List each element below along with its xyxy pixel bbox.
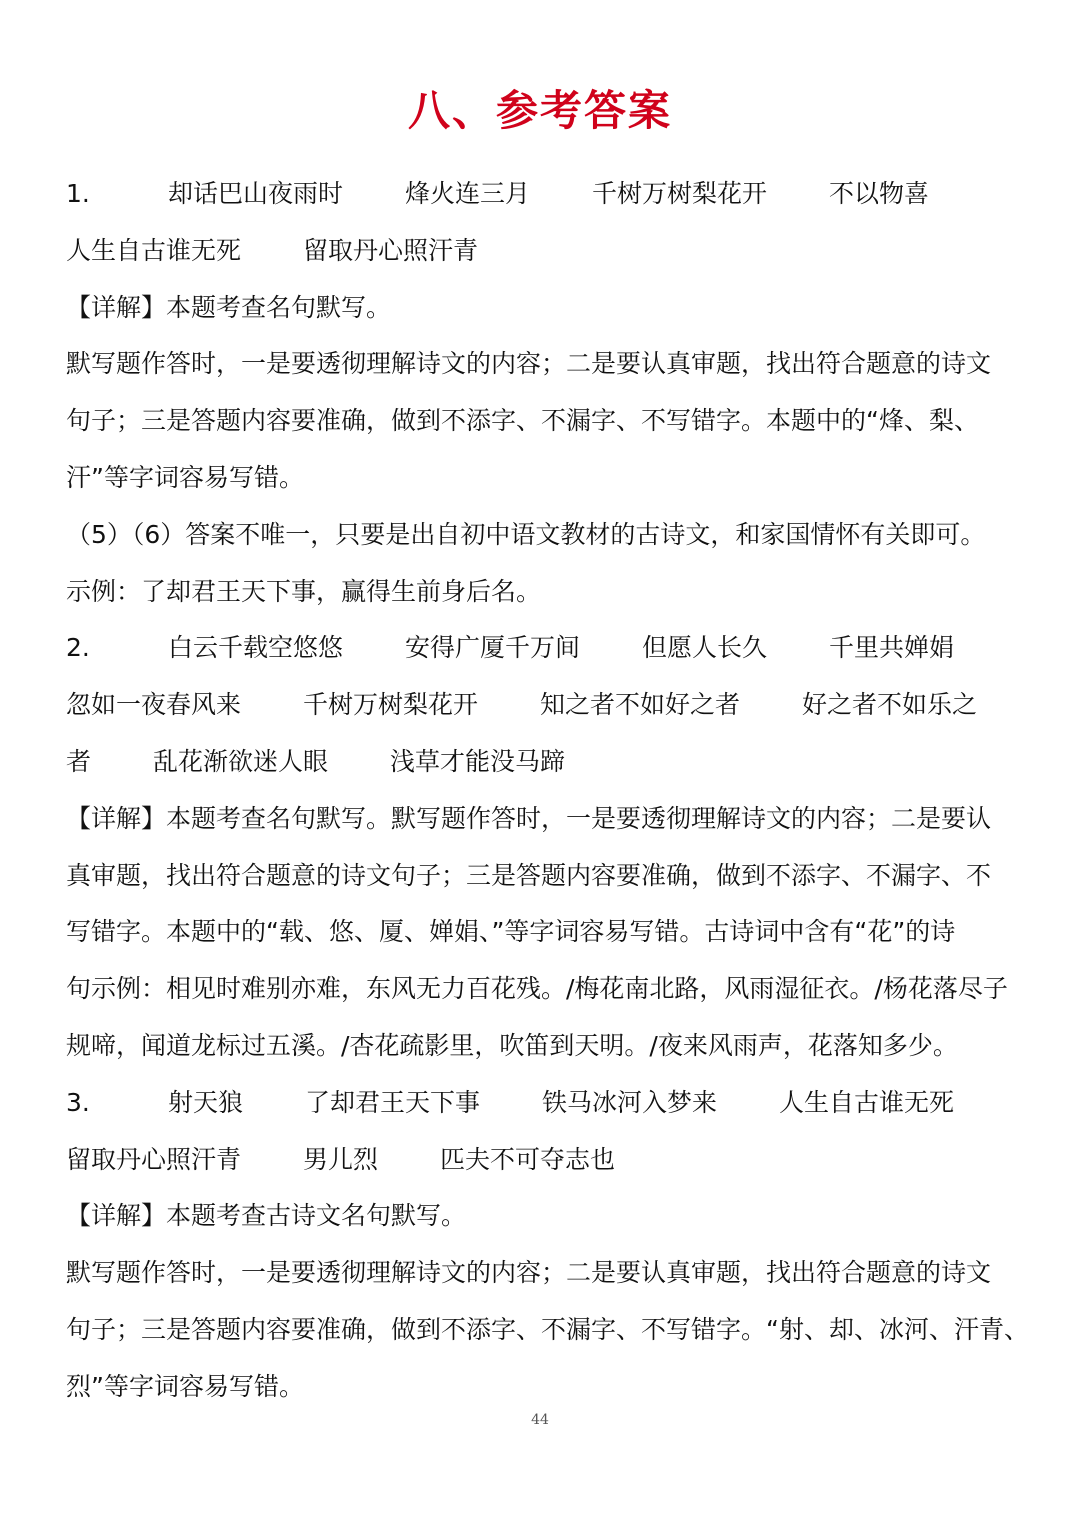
answer-blank: 者 xyxy=(66,746,92,776)
answer-blank: 人生自古谁无死 xyxy=(66,235,242,265)
question-number: 3. xyxy=(66,1087,90,1117)
q2-detail-line: 句示例：相见时难别亦难，东风无力百花残。/梅花南北路，风雨湿征衣。/杨花落尽子 xyxy=(66,974,1008,1004)
answer-blank: 男儿烈 xyxy=(303,1144,379,1174)
q1-detail-line: 【详解】本题考查名句默写。 xyxy=(66,292,392,322)
q3-answers-line-1 xyxy=(66,1075,1016,1132)
q1-detail-line: （5）（6）答案不唯一，只要是出自初中语文教材的古诗文，和家国情怀有关即可。 xyxy=(66,519,986,549)
q3-detail-line: 默写题作答时，一是要透彻理解诗文的内容；二是要认真审题，找出符合题意的诗文 xyxy=(66,1258,992,1288)
page-title: 八、参考答案 xyxy=(407,86,672,135)
q3-answers-line-2 xyxy=(66,1132,1016,1189)
q2-answers-line-1 xyxy=(66,620,1016,677)
q2-detail-line: 真审题，找出符合题意的诗文句子；三是答题内容要准确，做到不添字、不漏字、不 xyxy=(66,860,992,890)
q2-answers-line-3 xyxy=(66,734,1016,791)
answer-blank: 千里共婵娟 xyxy=(829,633,955,663)
answer-blank: 白云千载空悠悠 xyxy=(168,633,344,663)
answer-blank: 铁马冰河入梦来 xyxy=(542,1087,718,1117)
answer-blank: 射天狼 xyxy=(168,1087,244,1117)
answer-blank: 烽火连三月 xyxy=(405,179,531,208)
q1-answers-line-2 xyxy=(66,223,1016,280)
answer-blank: 千树万树梨花开 xyxy=(303,690,479,720)
answer-blank: 留取丹心照汗青 xyxy=(303,235,479,265)
answer-blank: 了却君王天下事 xyxy=(305,1087,481,1117)
answer-blank: 乱花渐欲迷人眼 xyxy=(153,746,329,776)
q1-detail-line: 默写题作答时，一是要透彻理解诗文的内容；二是要认真审题，找出符合题意的诗文 xyxy=(66,349,992,379)
q3-detail-line: 【详解】本题考查古诗文名句默写。 xyxy=(66,1201,467,1231)
question-number: 2. xyxy=(66,633,90,663)
q3-detail-line: 烈”等字词容易写错。 xyxy=(66,1371,304,1401)
question-number: 1. xyxy=(66,179,90,208)
answer-blank: 千树万树梨花开 xyxy=(592,179,768,208)
q2-detail-line: 规啼，闻道龙标过五溪。/杏花疏影里，吹笛到天明。/夜来风雨声，花落知多少。 xyxy=(66,1030,958,1060)
answer-body xyxy=(66,166,1029,1416)
answer-blank: 知之者不如好之者 xyxy=(540,690,741,720)
answer-blank: 安得广厦千万间 xyxy=(405,633,581,663)
answer-blank: 人生自古谁无死 xyxy=(779,1087,955,1117)
q2-detail-line: 写错字。本题中的“载、悠、厦、婵娟、”等字词容易写错。古诗词中含有“花”的诗 xyxy=(66,917,956,947)
q2-detail-line: 【详解】本题考查名句默写。默写题作答时，一是要透彻理解诗文的内容；二是要认 xyxy=(66,803,992,833)
answer-blank: 却话巴山夜雨时 xyxy=(168,179,344,208)
answer-blank: 留取丹心照汗青 xyxy=(66,1144,242,1174)
q3-detail-line: 句子；三是答题内容要准确，做到不添字、不漏字、不写错字。“射、却、冰河、汗青、 xyxy=(66,1314,1029,1344)
answer-blank: 但愿人长久 xyxy=(642,633,768,663)
answer-blank: 匹夫不可夺志也 xyxy=(440,1144,616,1174)
answer-blank: 浅草才能没马蹄 xyxy=(390,746,566,776)
answer-blank: 好之者不如乐之 xyxy=(802,690,978,720)
q2-answers-line-2 xyxy=(66,677,1016,734)
q1-detail-line: 汗”等字词容易写错。 xyxy=(66,462,304,492)
answer-blank: 不以物喜 xyxy=(829,179,930,208)
page-number: 44 xyxy=(531,1412,549,1428)
answer-blank: 忽如一夜春风来 xyxy=(66,690,242,720)
q1-detail-line: 句子；三是答题内容要准确，做到不添字、不漏字、不写错字。本题中的“烽、梨、 xyxy=(66,406,979,436)
q1-answers-line-1 xyxy=(66,166,1016,223)
q1-detail-line: 示例：了却君王天下事，赢得生前身后名。 xyxy=(66,576,542,606)
